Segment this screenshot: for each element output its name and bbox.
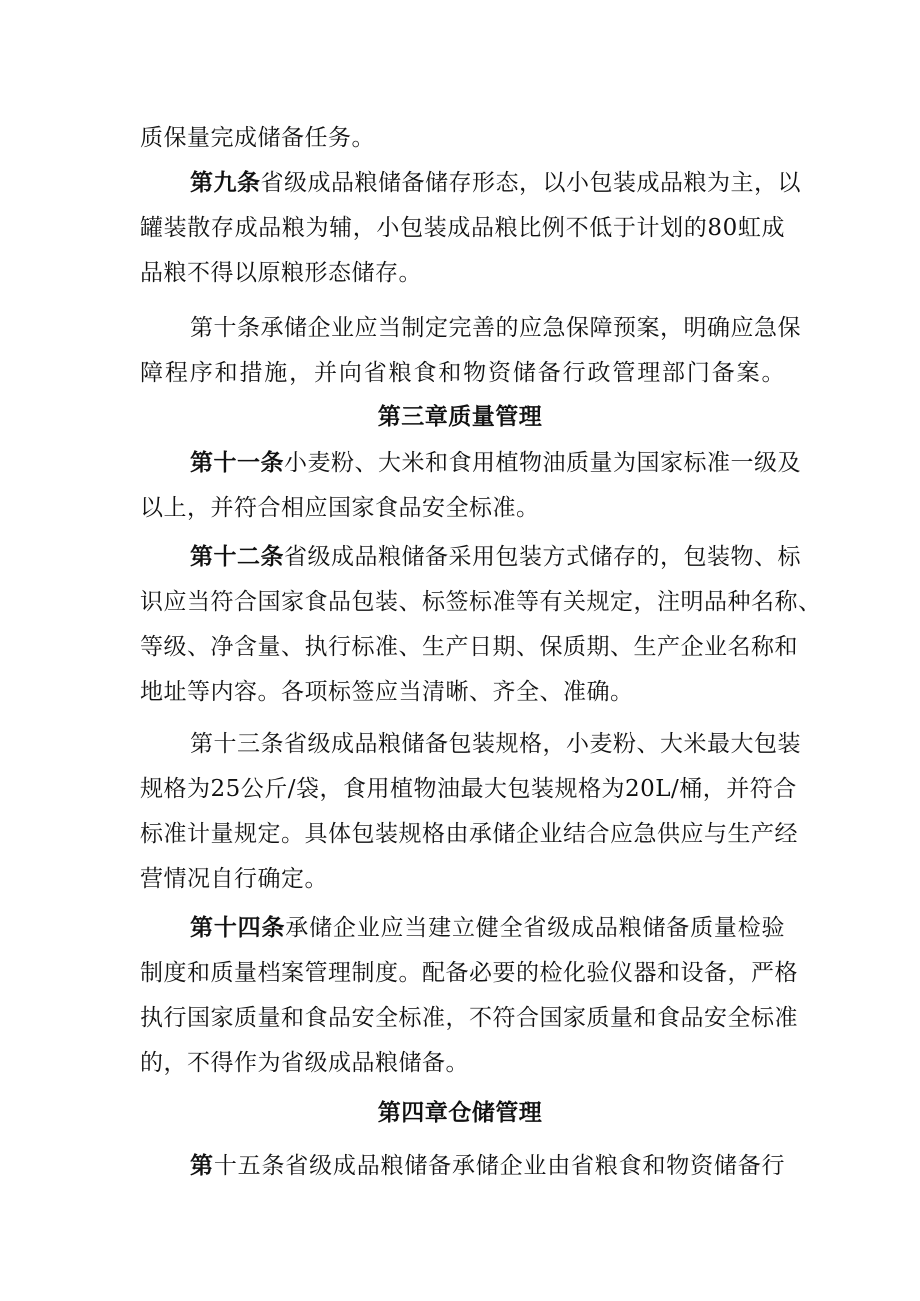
- line-text: 制度和质量档案管理制度。配备必要的检化验仪器和设备，严格: [140, 960, 798, 986]
- line-text: 罐装散存成品粮为辅，小包装成品粮比例不低于计划的80虹成: [140, 215, 785, 241]
- article-14-label: 第十四条: [190, 915, 286, 941]
- text-line: [140, 677, 785, 707]
- line-text: 质保量完成储备任务。: [140, 125, 375, 151]
- text-line: [140, 958, 798, 988]
- article-12-label: 第十二条: [190, 544, 284, 570]
- line-text: 承储企业应当建立健全省级成品粮储备质量检验: [285, 915, 785, 941]
- article-13-line: [190, 729, 801, 759]
- text-line: [140, 1048, 785, 1078]
- line-text: 执行国家质量和食品安全标准，不符合国家质量和食品安全标准: [140, 1005, 798, 1031]
- line-text: 十五条省级成品粮储备承储企业由省粮食和物资储备行: [213, 1153, 785, 1179]
- text-line: [140, 213, 785, 243]
- article-11-label: 第十一条: [190, 450, 284, 476]
- line-text: 地址等内容。各项标签应当清晰、齐全、准确。: [140, 679, 634, 705]
- article-12-line: [190, 542, 801, 572]
- line-text: 品粮不得以原粮形态储存。: [140, 260, 422, 286]
- text-line: [140, 123, 785, 153]
- article-10-line: [190, 313, 801, 343]
- line-text: 第十三条省级成品粮储备包装规格，小麦粉、大米最大包装: [190, 731, 801, 757]
- text-line: [140, 632, 798, 662]
- line-text: 规格为25公斤/袋，食用植物油最大包装规格为20L/桶，并符合: [140, 776, 797, 802]
- text-line: [140, 587, 822, 617]
- text-line: [140, 358, 785, 388]
- text-line: [140, 864, 785, 894]
- article-14-line: [190, 913, 785, 943]
- text-line: [140, 819, 798, 849]
- line-text: 标准计量规定。具体包装规格由承储企业结合应急供应与生产经: [140, 821, 798, 847]
- line-text: 营情况自行确定。: [140, 866, 328, 892]
- line-text: 省级成品粮储备采用包装方式储存的，包装物、标: [284, 544, 801, 570]
- line-text: 以上，并符合相应国家食品安全标准。: [140, 495, 540, 521]
- chapter-4-heading: 第四章仓储管理: [377, 1100, 543, 1126]
- line-text: 的，不得作为省级成品粮储备。: [140, 1050, 469, 1076]
- article-11-line: [190, 448, 801, 478]
- chapter-3-heading: 第三章质量管理: [377, 404, 543, 430]
- text-line: [140, 774, 797, 804]
- text-line: [140, 1003, 798, 1033]
- article-15-label: 第: [190, 1153, 214, 1179]
- line-text: 识应当符合国家食品包装、标签标准等有关规定，注明品种名称、: [140, 589, 822, 615]
- line-text: 第十条承储企业应当制定完善的应急保障预案，明确应急保: [190, 315, 801, 341]
- article-9-line: [190, 168, 801, 198]
- text-line: [140, 258, 785, 288]
- line-text: 等级、净含量、执行标准、生产日期、保质期、生产企业名称和: [140, 634, 798, 660]
- text-line: [140, 493, 785, 523]
- line-text: 小麦粉、大米和食用植物油质量为国家标准一级及: [284, 450, 801, 476]
- line-text: 障程序和措施，并向省粮食和物资储备行政管理部门备案。: [140, 360, 785, 386]
- article-9-label: 第九条: [190, 170, 261, 196]
- line-text: 省级成品粮储备储存形态，以小包装成品粮为主，以: [260, 170, 801, 196]
- article-15-line: [190, 1151, 785, 1181]
